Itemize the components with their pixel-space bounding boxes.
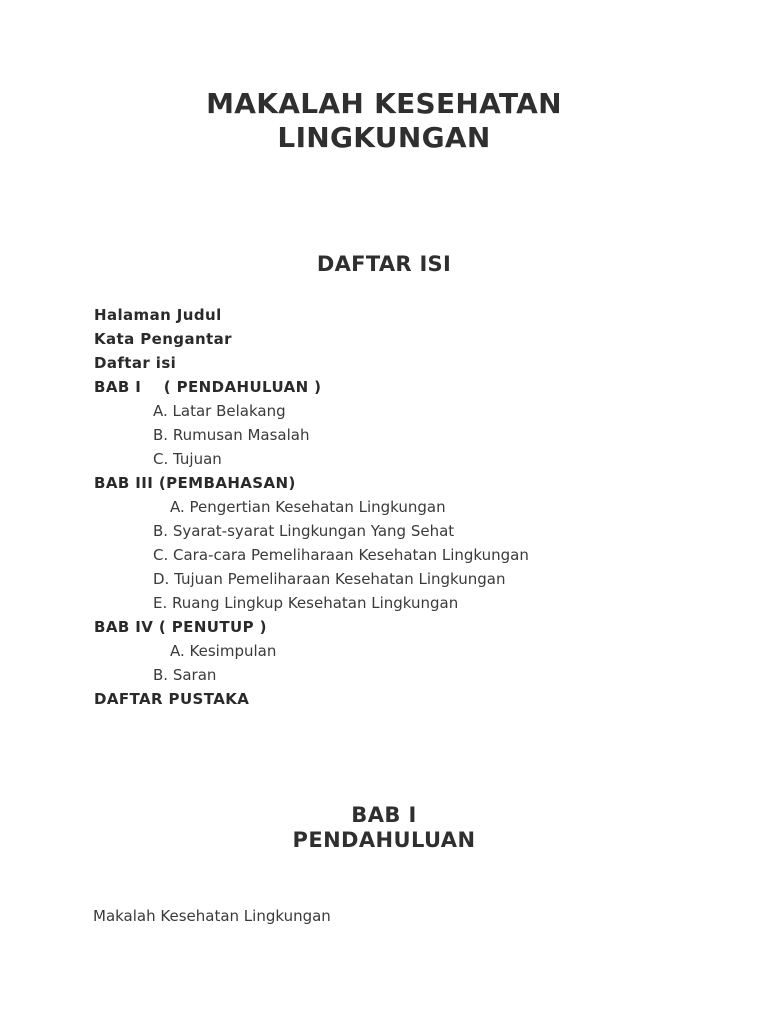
toc-subitem-tujuan-pemeliharaan: D. Tujuan Pemeliharaan Kesehatan Lingkungan — [153, 570, 506, 588]
toc-item-halaman-judul: Halaman Judul — [94, 306, 222, 324]
document-title-line-1: MAKALAH KESEHATAN — [206, 87, 562, 120]
running-text: Makalah Kesehatan Lingkungan — [93, 907, 331, 925]
toc-item-daftar-pustaka: DAFTAR PUSTAKA — [94, 690, 250, 708]
toc-item-kata-pengantar: Kata Pengantar — [94, 330, 232, 348]
toc-subitem-ruang-lingkup: E. Ruang Lingkup Kesehatan Lingkungan — [153, 594, 459, 612]
chapter-title: PENDAHULUAN — [292, 828, 476, 852]
toc-subitem-syarat-syarat: B. Syarat-syarat Lingkungan Yang Sehat — [153, 522, 455, 540]
table-of-contents — [0, 303, 768, 711]
toc-item-bab-3: BAB III (PEMBAHASAN) — [94, 474, 296, 492]
toc-heading: DAFTAR ISI — [316, 252, 452, 276]
toc-subitem-cara-cara: C. Cara-cara Pemeliharaan Kesehatan Lingkungan — [153, 546, 529, 564]
toc-subitem-pengertian: A. Pengertian Kesehatan Lingkungan — [170, 498, 446, 516]
toc-subitem-latar-belakang: A. Latar Belakang — [153, 402, 286, 420]
toc-subitem-saran: B. Saran — [153, 666, 217, 684]
toc-item-bab-1: BAB I ( PENDAHULUAN ) — [94, 378, 322, 396]
toc-subitem-kesimpulan: A. Kesimpulan — [170, 642, 277, 660]
toc-item-daftar-isi: Daftar isi — [94, 354, 177, 372]
chapter-number: BAB I — [351, 803, 417, 827]
document-title-line-2: LINGKUNGAN — [277, 121, 491, 154]
toc-item-bab-4: BAB IV ( PENUTUP ) — [94, 618, 267, 636]
toc-subitem-tujuan: C. Tujuan — [153, 450, 222, 468]
toc-subitem-rumusan-masalah: B. Rumusan Masalah — [153, 426, 310, 444]
